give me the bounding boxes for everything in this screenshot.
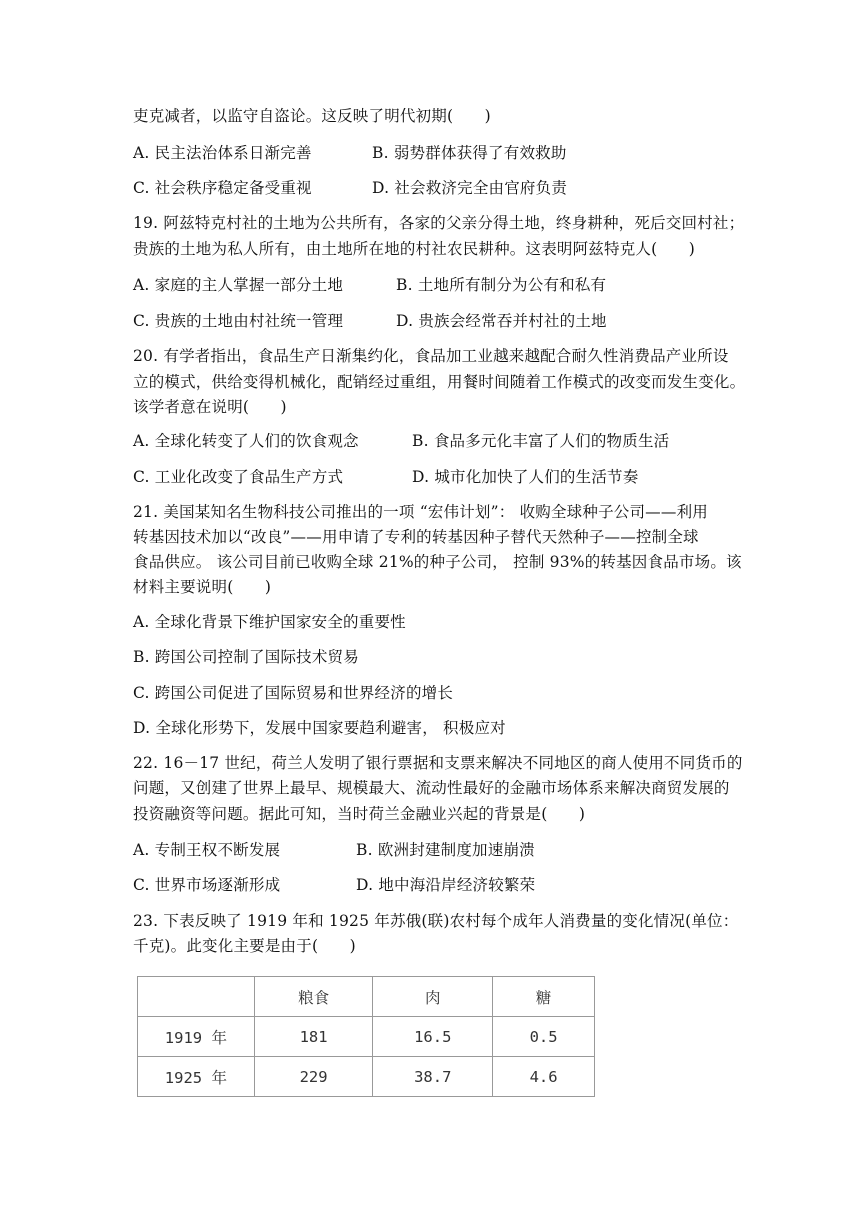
q20-option-c: C. 工业化改变了食品生产方式 (133, 468, 344, 486)
q20-stem-line-3: 该学者意在说明( ) (133, 398, 287, 416)
table-cell: 1919 年 (138, 1017, 255, 1057)
q18-option-d: D. 社会救济完全由官府负责 (372, 179, 568, 197)
q22-option-d: D. 地中海沿岸经济较繁荣 (356, 876, 536, 894)
q19-option-c: C. 贵族的土地由村社统一管理 (133, 312, 344, 330)
q22-option-c: C. 世界市场逐渐形成 (133, 876, 281, 894)
q23-stem-line-2: 千克)。此变化主要是由于( ) (133, 937, 356, 955)
q19-option-d: D. 贵族会经常吞并村社的土地 (396, 312, 607, 330)
table-cell: 38.7 (373, 1057, 493, 1097)
q18-stem-tail: 吏克减者，以监守自盗论。这反映了明代初期( ) (133, 107, 491, 125)
q22-option-a: A. 专制王权不断发展 (133, 841, 281, 859)
q22-option-b: B. 欧洲封建制度加速崩溃 (356, 841, 535, 859)
q21-stem-line-1: 21. 美国某知名生物科技公司推出的一项 “宏伟计划”： 收购全球种子公司——利用 (133, 503, 708, 521)
table-header-cell: 粮食 (254, 977, 373, 1017)
q21-stem-line-3: 食品供应。 该公司目前已收购全球 21%的种子公司， 控制 93%的转基因食品市场。该 (133, 553, 742, 571)
q23-stem-line-1: 23. 下表反映了 1919 年和 1925 年苏俄(联)农村每个成年人消费量的变化情况(单位： (133, 912, 739, 930)
table-header-row (138, 977, 595, 1017)
q22-stem-line-1: 22. 16－17 世纪，荷兰人发明了银行票据和支票来解决不同地区的商人使用不同货币的 (133, 754, 743, 772)
q19-option-a: A. 家庭的主人掌握一部分土地 (133, 276, 344, 294)
q21-option-d: D. 全球化形势下，发展中国家要趋利避害， 积极应对 (133, 719, 506, 737)
q21-option-c: C. 跨国公司促进了国际贸易和世界经济的增长 (133, 684, 454, 702)
q21-option-b: B. 跨国公司控制了国际技术贸易 (133, 648, 359, 666)
table-cell: 0.5 (493, 1017, 595, 1057)
table-header-cell: 糖 (493, 977, 595, 1017)
table-cell: 1925 年 (138, 1057, 255, 1097)
table-cell: 16.5 (373, 1017, 493, 1057)
q19-stem-line-2: 贵族的土地为私人所有，由土地所在地的村社农民耕种。这表明阿兹特克人( ) (133, 240, 695, 258)
table-row (138, 1017, 595, 1057)
q21-stem-line-4: 材料主要说明( ) (133, 578, 272, 596)
q20-option-d: D. 城市化加快了人们的生活节奏 (412, 468, 639, 486)
q18-option-c: C. 社会秩序稳定备受重视 (133, 179, 312, 197)
q19-option-b: B. 土地所有制分为公有和私有 (396, 276, 607, 294)
q20-stem-line-1: 20. 有学者指出，食品生产日渐集约化，食品加工业越来越配合耐久性消费品产业所设 (133, 347, 729, 365)
q18-option-a: A. 民主法治体系日渐完善 (133, 144, 312, 162)
q22-stem-line-3: 投资融资等问题。据此可知，当时荷兰金融业兴起的背景是( ) (133, 805, 586, 823)
q22-stem-line-2: 问题，又创建了世界上最早、规模最大、流动性最好的金融市场体系来解决商贸发展的 (133, 779, 730, 797)
q21-stem-line-2: 转基因技术加以“改良”——用申请了专利的转基因种子替代天然种子——控制全球 (133, 528, 699, 546)
table-cell: 181 (254, 1017, 373, 1057)
q20-stem-line-2: 立的模式，供给变得机械化，配销经过重组，用餐时间随着工作模式的改变而发生变化。 (133, 373, 746, 391)
consumption-table (137, 976, 595, 1097)
q20-option-a: A. 全球化转变了人们的饮食观念 (133, 432, 359, 450)
table-row (138, 1057, 595, 1097)
table-cell: 229 (254, 1057, 373, 1097)
q18-option-b: B. 弱势群体获得了有效救助 (372, 144, 567, 162)
table-header-cell: 肉 (373, 977, 493, 1017)
q20-option-b: B. 食品多元化丰富了人们的物质生活 (412, 432, 670, 450)
q19-stem-line-1: 19. 阿兹特克村社的土地为公共所有，各家的父亲分得土地，终身耕种，死后交回村社； (133, 214, 745, 232)
table-cell: 4.6 (493, 1057, 595, 1097)
q21-option-a: A. 全球化背景下维护国家安全的重要性 (133, 613, 406, 631)
table-header-cell (138, 977, 255, 1017)
